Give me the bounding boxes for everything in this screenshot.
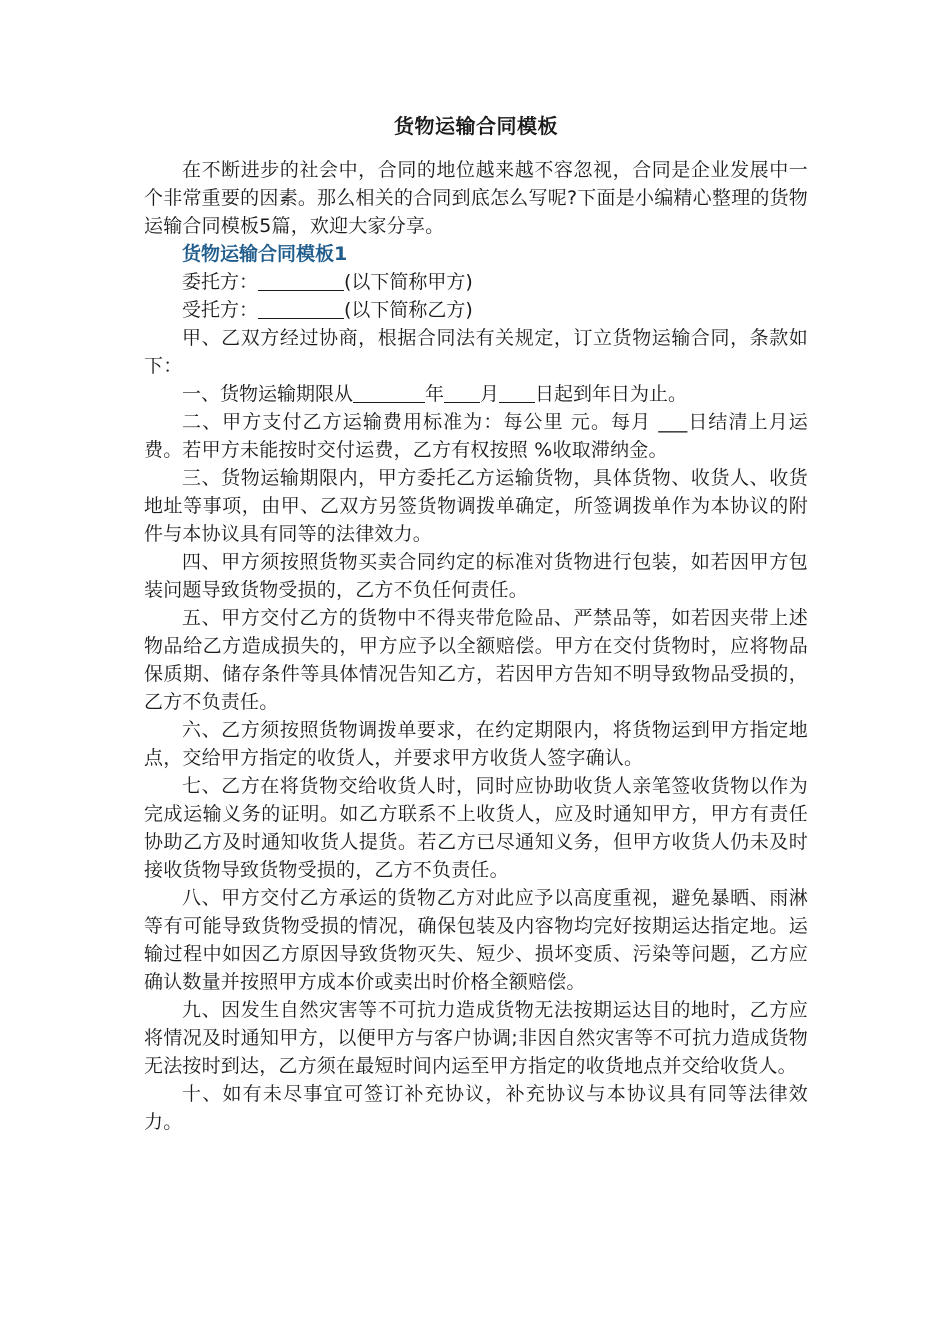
party-b-line xyxy=(144,296,808,324)
clause-1 xyxy=(144,380,808,408)
party-b-blank xyxy=(258,298,344,319)
clause-9: 九、因发生自然灾害等不可抗力造成货物无法按期运达目的地时，乙方应将情况及时通知甲方，以便甲方与客户协调;非因自然灾害等不可抗力造成货物无法按时到达，乙方须在最短时间内运至甲方指定的收货地点并交给收货人。 xyxy=(144,999,808,1077)
clause-10: 十、如有未尽事宜可签订补充协议，补充协议与本协议具有同等法律效力。 xyxy=(144,1083,808,1133)
document-page xyxy=(144,112,808,1136)
clause-1-blank-start-month xyxy=(444,382,480,403)
document-title: 货物运输合同模板 xyxy=(394,114,558,138)
preamble-paragraph: 甲、乙双方经过协商，根据合同法有关规定，订立货物运输合同，条款如下： xyxy=(144,327,808,377)
intro-paragraph: 在不断进步的社会中，合同的地位越来越不容忽视，合同是企业发展中一个非常重要的因素。那么相关的合同到底怎么写呢?下面是小编精心整理的货物运输合同模板5篇，欢迎大家分享。 xyxy=(144,159,808,237)
party-a-blank xyxy=(258,270,344,291)
clause-4: 四、甲方须按照货物买卖合同约定的标准对货物进行包装，如若因甲方包装问题导致货物受损的，乙方不负任何责任。 xyxy=(144,551,808,601)
clause-3: 三、货物运输期限内，甲方委托乙方运输货物，具体货物、收货人、收货地址等事项，由甲、乙双方另签货物调拨单确定，所签调拨单作为本协议的附件与本协议具有同等的法律效力。 xyxy=(144,467,808,545)
clause-7: 七、乙方在将货物交给收货人时，同时应协助收货人亲笔签收货物以作为完成运输义务的证明。如乙方联系不上收货人，应及时通知甲方，甲方有责任协助乙方及时通知收货人提货。若乙方已尽通知义务，但甲方收货人仍未及时接收货物导致货物受损的，乙方不负责任。 xyxy=(144,775,808,881)
clause-2: 二、甲方支付乙方运输费用标准为：每公里 元。每月 ___日结清上月运费。若甲方未能按时交付运费，乙方有权按照 %收取滞纳金。 xyxy=(144,411,808,461)
clause-1-text-b: 年 xyxy=(425,383,445,405)
clause-1-text-c: 月 xyxy=(480,383,500,405)
clause-1-text-d: 日起到年日为止。 xyxy=(535,383,688,405)
party-b-label: 受托方： xyxy=(182,299,259,321)
party-a-suffix: (以下简称甲方) xyxy=(344,271,473,293)
section-heading: 货物运输合同模板1 xyxy=(182,243,348,265)
clause-1-blank-start-year xyxy=(353,382,425,403)
party-b-suffix: (以下简称乙方) xyxy=(344,299,473,321)
clause-6: 六、乙方须按照货物调拨单要求，在约定期限内，将货物运到甲方指定地点，交给甲方指定的收货人，并要求甲方收货人签字确认。 xyxy=(144,719,808,769)
clause-1-text-a: 一、货物运输期限从 xyxy=(182,383,354,405)
clause-8: 八、甲方交付乙方承运的货物乙方对此应予以高度重视，避免暴晒、雨淋等有可能导致货物受损的情况，确保包装及内容物均完好按期运达指定地。运输过程中如因乙方原因导致货物灭失、短少、损坏变质、污染等问题，乙方应确认数量并按照甲方成本价或卖出时价格全额赔偿。 xyxy=(144,887,808,993)
party-a-line xyxy=(144,268,808,296)
party-a-label: 委托方： xyxy=(182,271,259,293)
clause-5: 五、甲方交付乙方的货物中不得夹带危险品、严禁品等，如若因夹带上述物品给乙方造成损失的，甲方应予以全额赔偿。甲方在交付货物时，应将物品保质期、储存条件等具体情况告知乙方，若因甲方告知不明导致物品受损的，乙方不负责任。 xyxy=(144,607,808,713)
clause-1-blank-start-day xyxy=(499,382,535,403)
